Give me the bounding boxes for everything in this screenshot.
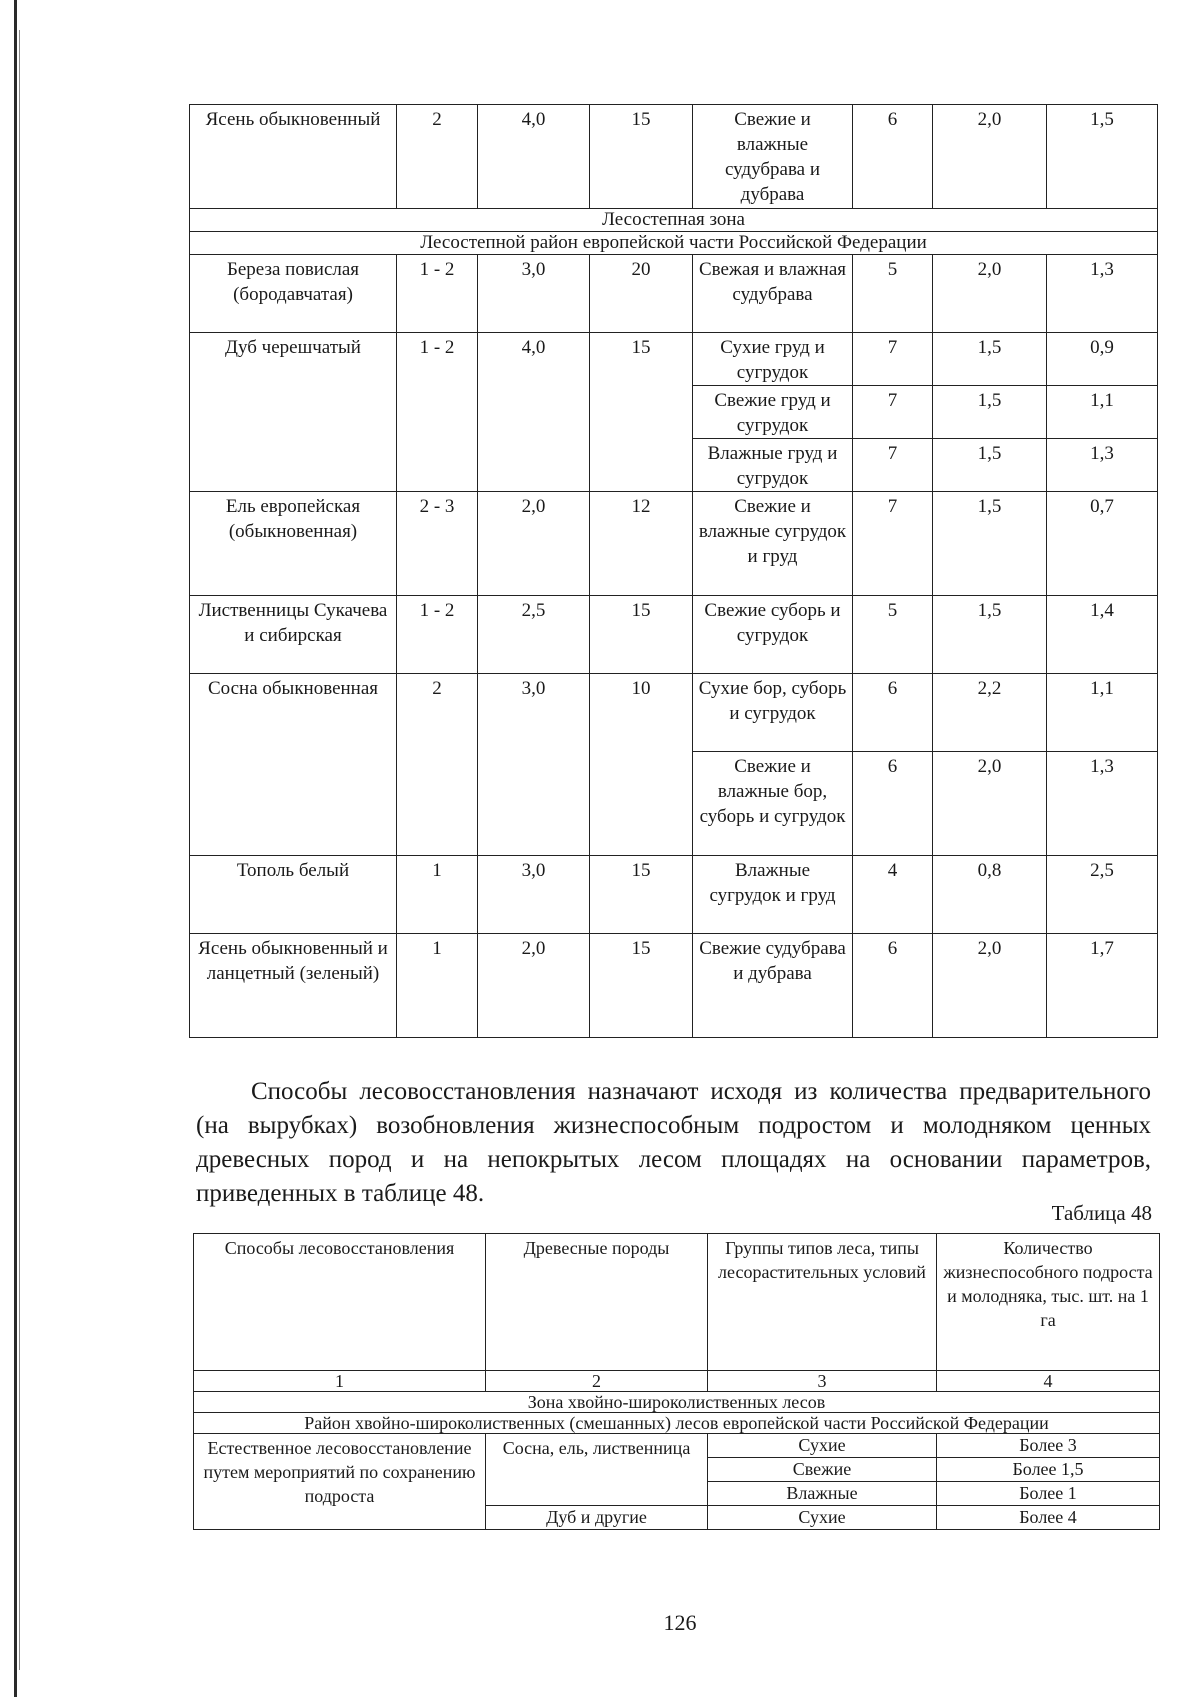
scan-left-edge-shadow [19, 30, 20, 1670]
cell: 1 [397, 856, 478, 934]
cell: 1 [397, 934, 478, 1038]
cell: 1,3 [1047, 752, 1158, 856]
table-48 [193, 1233, 1160, 1530]
cell: 1,7 [1047, 934, 1158, 1038]
forest-type-cell: Свежие и влажные бор, суборь и сугрудок [693, 752, 853, 856]
table-row [190, 105, 1158, 209]
group-cell: Сухие [708, 1434, 937, 1458]
cell: 10 [590, 674, 693, 856]
species-cell: Ясень обыкновенный [190, 105, 397, 209]
zone-title: Лесостепная зона [190, 209, 1158, 232]
page-number: 126 [663, 1610, 697, 1635]
column-number: 4 [937, 1371, 1160, 1392]
cell: 2,0 [933, 255, 1047, 333]
species-cell: Сосна, ель, лиственница [486, 1434, 708, 1506]
table-caption: Таблица 48 [1051, 1201, 1152, 1225]
body-paragraph: Способы лесовосстановления назначают исходя из количества предварительного (на вырубках) возобновления жизнеспособным подростом и молодняком ценных древесных пород и на непокрытых лесом площадях на основании параметров, приведенных в таблице 48. [196, 1078, 1151, 1207]
forest-type-cell: Свежая и влажная судубрава [693, 255, 853, 333]
cell: 2,5 [1047, 856, 1158, 934]
species-cell: Дуб черешчатый [190, 333, 397, 492]
cell: 1,5 [933, 333, 1047, 386]
cell: 6 [853, 105, 933, 209]
cell: 2 [397, 105, 478, 209]
forest-type-cell: Влажные груд и сугрудок [693, 439, 853, 492]
quantity-cell: Более 1 [937, 1482, 1160, 1506]
cell: 0,7 [1047, 492, 1158, 596]
cell: 6 [853, 934, 933, 1038]
forest-type-cell: Свежие груд и сугрудок [693, 386, 853, 439]
cell: 3,0 [478, 255, 590, 333]
table-row [190, 333, 1158, 386]
table-row [190, 492, 1158, 596]
column-header: Группы типов леса, типы лесорастительных условий [708, 1234, 937, 1371]
table-row [194, 1434, 1160, 1458]
species-cell: Тополь белый [190, 856, 397, 934]
cell: 15 [590, 596, 693, 674]
cell: 1,3 [1047, 255, 1158, 333]
column-number: 2 [486, 1371, 708, 1392]
zone-title: Зона хвойно-широколиственных лесов [194, 1392, 1160, 1413]
cell: 2,0 [478, 492, 590, 596]
cell: 0,9 [1047, 333, 1158, 386]
species-cell: Дуб и другие [486, 1506, 708, 1530]
column-header: Древесные породы [486, 1234, 708, 1371]
forest-type-cell: Свежие и влажные сугрудок и груд [693, 492, 853, 596]
species-cell: Лиственницы Сукачева и сибирская [190, 596, 397, 674]
header-row [194, 1234, 1160, 1371]
cell: 2 - 3 [397, 492, 478, 596]
table-row [190, 674, 1158, 752]
cell: 2,5 [478, 596, 590, 674]
district-row [190, 232, 1158, 255]
cell: 15 [590, 105, 693, 209]
method-cell: Естественное лесовосстановление путем мероприятий по сохранению подроста [194, 1434, 486, 1530]
table-row [190, 856, 1158, 934]
group-cell: Свежие [708, 1458, 937, 1482]
district-title: Район хвойно-широколиственных (смешанных) лесов европейской части Российской Федерации [194, 1413, 1160, 1434]
column-number: 3 [708, 1371, 937, 1392]
group-cell: Сухие [708, 1506, 937, 1530]
cell: 2,0 [933, 752, 1047, 856]
zone-row [190, 209, 1158, 232]
species-cell: Сосна обыкновенная [190, 674, 397, 856]
cell: 1,5 [933, 439, 1047, 492]
cell: 15 [590, 856, 693, 934]
forest-type-cell: Сухие груд и сугрудок [693, 333, 853, 386]
quantity-cell: Более 3 [937, 1434, 1160, 1458]
column-number-row [194, 1371, 1160, 1392]
cell: 15 [590, 934, 693, 1038]
scan-left-edge [14, 0, 17, 1697]
cell: 4 [853, 856, 933, 934]
table-row [190, 596, 1158, 674]
column-number: 1 [194, 1371, 486, 1392]
cell: 2,0 [933, 105, 1047, 209]
zone-row [194, 1392, 1160, 1413]
table-row [190, 934, 1158, 1038]
cell: 4,0 [478, 105, 590, 209]
group-cell: Влажные [708, 1482, 937, 1506]
cell: 1 - 2 [397, 333, 478, 492]
column-header: Количество жизнеспособного подроста и молодняка, тыс. шт. на 1 га [937, 1234, 1160, 1371]
cell: 7 [853, 439, 933, 492]
cell: 3,0 [478, 674, 590, 856]
district-title: Лесостепной район европейской части Российской Федерации [190, 232, 1158, 255]
cell: 12 [590, 492, 693, 596]
cell: 1 - 2 [397, 255, 478, 333]
forest-type-cell: Сухие бор, суборь и сугрудок [693, 674, 853, 752]
cell: 1,1 [1047, 386, 1158, 439]
cell: 7 [853, 492, 933, 596]
cell: 1,3 [1047, 439, 1158, 492]
cell: 2,2 [933, 674, 1047, 752]
cell: 1 - 2 [397, 596, 478, 674]
forest-type-cell: Влажные сугрудок и груд [693, 856, 853, 934]
cell: 5 [853, 596, 933, 674]
table-row [190, 255, 1158, 333]
cell: 7 [853, 333, 933, 386]
cell: 1,4 [1047, 596, 1158, 674]
cell: 15 [590, 333, 693, 492]
cell: 1,5 [933, 596, 1047, 674]
cell: 2,0 [933, 934, 1047, 1038]
cell: 1,5 [933, 492, 1047, 596]
cell: 1,1 [1047, 674, 1158, 752]
column-header: Способы лесовосстановления [194, 1234, 486, 1371]
forest-type-cell: Свежие суборь и сугрудок [693, 596, 853, 674]
species-cell: Ель европейская (обыкновенная) [190, 492, 397, 596]
species-cell: Береза повислая (бородавчатая) [190, 255, 397, 333]
cell: 7 [853, 386, 933, 439]
species-table [189, 104, 1158, 1038]
quantity-cell: Более 4 [937, 1506, 1160, 1530]
cell: 6 [853, 752, 933, 856]
cell: 2 [397, 674, 478, 856]
cell: 20 [590, 255, 693, 333]
cell: 2,0 [478, 934, 590, 1038]
quantity-cell: Более 1,5 [937, 1458, 1160, 1482]
cell: 0,8 [933, 856, 1047, 934]
cell: 4,0 [478, 333, 590, 492]
cell: 5 [853, 255, 933, 333]
cell: 1,5 [1047, 105, 1158, 209]
forest-type-cell: Свежие судубрава и дубрава [693, 934, 853, 1038]
cell: 3,0 [478, 856, 590, 934]
species-cell: Ясень обыкновенный и ланцетный (зеленый) [190, 934, 397, 1038]
cell: 1,5 [933, 386, 1047, 439]
district-row [194, 1413, 1160, 1434]
forest-type-cell: Свежие и влажные судубрава и дубрава [693, 105, 853, 209]
cell: 6 [853, 674, 933, 752]
